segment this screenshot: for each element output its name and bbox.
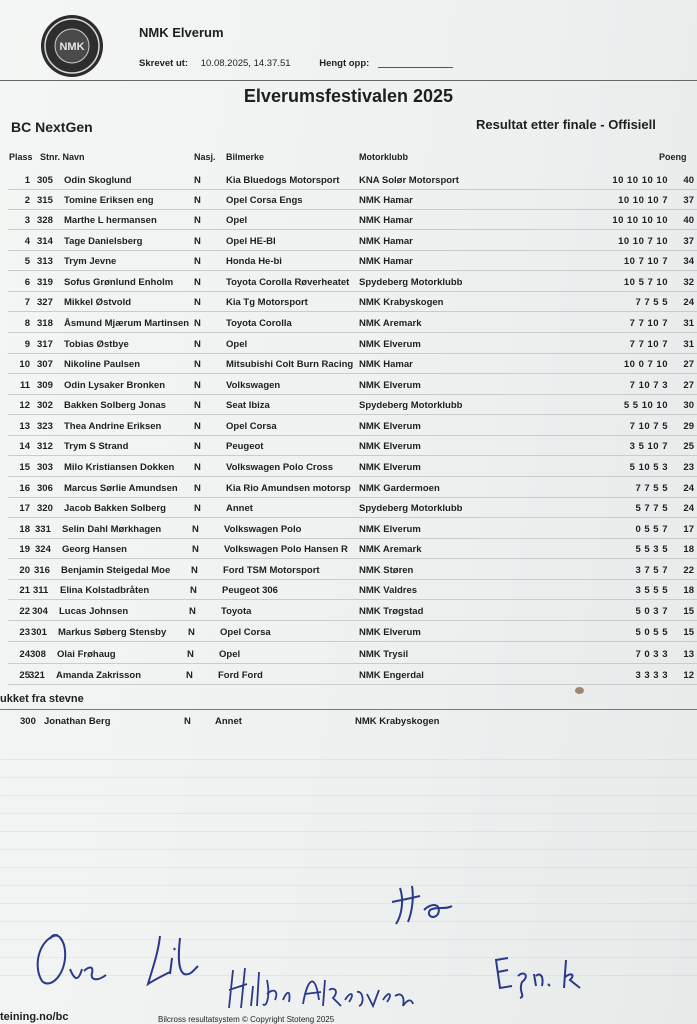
startnr-cell: 308	[30, 649, 46, 660]
car-cell: Opel Corsa	[226, 421, 277, 432]
col-points: Poeng	[659, 152, 687, 162]
car-cell: Volkswagen	[226, 380, 281, 391]
place-cell: 13	[19, 421, 30, 432]
table-row	[0, 274, 697, 292]
table-row	[0, 212, 697, 230]
table-row	[0, 521, 697, 539]
nation-cell: N	[194, 277, 201, 288]
startnr-cell: 320	[37, 503, 53, 514]
startnr-cell: 316	[34, 565, 50, 576]
heat-points-cell: 10 10 10 10	[612, 215, 668, 226]
total-points-cell: 25	[683, 441, 694, 452]
driver-name-cell: Åsmund Mjærum Martinsen	[64, 318, 190, 329]
place-cell: 2	[24, 195, 30, 206]
place-cell: 5	[24, 256, 30, 267]
nation-cell: N	[186, 670, 193, 681]
heat-points-cell: 3 5 5 5	[635, 585, 668, 596]
table-row	[0, 459, 697, 477]
heat-points-cell: 3 3 3 3	[635, 670, 668, 681]
nation-cell: N	[194, 236, 201, 247]
club-cell: NMK Elverum	[359, 421, 421, 432]
nation-cell: N	[194, 195, 201, 206]
club-cell: NMK Valdres	[359, 585, 418, 596]
startnr-cell: 328	[37, 215, 53, 226]
driver-name-cell: Tomine Eriksen eng	[64, 195, 154, 206]
club-cell: NMK Engerdal	[359, 670, 424, 681]
withdrawn-divider	[0, 709, 697, 710]
table-row	[0, 233, 697, 251]
row-divider	[8, 599, 697, 600]
table-row	[0, 336, 697, 354]
signature-egn	[490, 950, 590, 1000]
total-points-cell: 40	[683, 215, 694, 226]
header-divider	[0, 80, 697, 81]
startnr-cell: 306	[37, 483, 53, 494]
row-divider	[8, 579, 697, 580]
table-row	[0, 356, 697, 374]
club-name: NMK Elverum	[139, 25, 224, 40]
place-cell: 12	[19, 400, 30, 411]
table-row	[0, 562, 697, 580]
nation-cell: N	[194, 483, 201, 494]
heat-points-cell: 7 0 3 3	[635, 649, 668, 660]
total-points-cell: 15	[683, 606, 694, 617]
startnr-cell: 318	[37, 318, 53, 329]
row-divider	[8, 641, 697, 642]
club-cell: NMK Trysil	[359, 649, 409, 660]
row-divider	[8, 229, 697, 230]
total-points-cell: 29	[683, 421, 694, 432]
club-cell: NMK Elverum	[359, 627, 421, 638]
car-cell: Annet	[226, 503, 253, 514]
total-points-cell: 24	[683, 503, 694, 514]
nation-cell: N	[194, 318, 201, 329]
row-divider	[8, 497, 697, 498]
withdrawn-club: NMK Krabyskogen	[355, 716, 440, 727]
club-cell: NMK Hamar	[359, 236, 413, 247]
startnr-cell: 305	[37, 175, 53, 186]
table-row	[0, 418, 697, 436]
place-cell: 10	[19, 359, 30, 370]
place-cell: 20	[19, 565, 30, 576]
row-divider	[8, 455, 697, 456]
total-points-cell: 32	[683, 277, 694, 288]
place-cell: 8	[24, 318, 30, 329]
place-cell: 4	[24, 236, 30, 247]
club-cell: NMK Elverum	[359, 462, 421, 473]
nation-cell: N	[188, 627, 195, 638]
nation-cell: N	[194, 441, 201, 452]
written-value: 10.08.2025, 14.37.51	[200, 58, 291, 69]
row-divider	[8, 270, 697, 271]
club-cell: NMK Elverum	[359, 380, 421, 391]
driver-name-cell: Odin Skoglund	[64, 175, 132, 186]
club-cell: NMK Aremark	[359, 318, 422, 329]
total-points-cell: 37	[683, 195, 694, 206]
total-points-cell: 27	[683, 380, 694, 391]
heat-points-cell: 10 7 10 7	[623, 256, 668, 267]
nation-cell: N	[194, 175, 201, 186]
club-cell: KNA Solør Motorsport	[359, 175, 459, 186]
car-cell: Toyota Corolla Røverheatet	[226, 277, 350, 288]
total-points-cell: 31	[683, 318, 694, 329]
total-points-cell: 13	[683, 649, 694, 660]
table-row	[0, 624, 697, 642]
table-row	[0, 646, 697, 664]
club-cell: NMK Hamar	[359, 359, 413, 370]
row-divider	[8, 414, 697, 415]
nation-cell: N	[194, 421, 201, 432]
total-points-cell: 18	[683, 544, 694, 555]
heat-points-cell: 10 10 10 10	[612, 175, 668, 186]
place-cell: 1	[24, 175, 30, 186]
club-cell: NMK Hamar	[359, 215, 413, 226]
car-cell: Opel	[226, 215, 248, 226]
club-cell: NMK Hamar	[359, 256, 413, 267]
heat-points-cell: 5 0 5 5	[635, 627, 668, 638]
startnr-cell: 317	[37, 339, 53, 350]
club-cell: NMK Elverum	[359, 339, 421, 350]
total-points-cell: 24	[683, 483, 694, 494]
club-cell: NMK Gardermoen	[359, 483, 440, 494]
club-cell: NMK Trøgstad	[359, 606, 424, 617]
car-cell: Kia Tg Motorsport	[226, 297, 308, 308]
table-row	[0, 294, 697, 312]
heat-points-cell: 7 7 10 7	[629, 339, 668, 350]
footer-system: Bilcross resultatsystem © Copyright Stoteng 2025	[158, 1015, 335, 1024]
nation-cell: N	[194, 339, 201, 350]
heat-points-cell: 7 7 5 5	[635, 297, 668, 308]
heat-points-cell: 3 5 10 7	[629, 441, 668, 452]
written-label: Skrevet ut:	[139, 58, 189, 69]
driver-name-cell: Tage Danielsberg	[64, 236, 143, 247]
driver-name-cell: Jacob Bakken Solberg	[64, 503, 166, 514]
driver-name-cell: Benjamin Steigedal Moe	[61, 565, 171, 576]
car-cell: Toyota Corolla	[226, 318, 292, 329]
row-divider	[8, 476, 697, 477]
heat-points-cell: 5 5 3 5	[635, 544, 668, 555]
total-points-cell: 34	[683, 256, 694, 267]
nation-cell: N	[191, 565, 198, 576]
heat-points-cell: 5 5 10 10	[623, 400, 668, 411]
driver-name-cell: Selin Dahl Mørkhagen	[62, 524, 162, 535]
heat-points-cell: 5 7 7 5	[635, 503, 668, 514]
place-cell: 3	[24, 215, 30, 226]
table-row	[0, 500, 697, 518]
row-divider	[8, 538, 697, 539]
heat-points-cell: 7 7 5 5	[635, 483, 668, 494]
nation-cell: N	[194, 380, 201, 391]
place-cell: 23	[19, 627, 30, 638]
car-cell: Volkswagen Polo Cross	[226, 462, 333, 473]
driver-name-cell: Trym S Strand	[64, 441, 129, 452]
club-cell: NMK Elverum	[359, 524, 421, 535]
startnr-cell: 303	[37, 462, 53, 473]
driver-name-cell: Mikkel Østvold	[64, 297, 132, 308]
table-row	[0, 438, 697, 456]
row-divider	[8, 684, 697, 685]
car-cell: Volkswagen Polo Hansen R	[224, 544, 348, 555]
nation-cell: N	[189, 606, 196, 617]
row-divider	[8, 373, 697, 374]
heat-points-cell: 10 0 7 10	[623, 359, 668, 370]
total-points-cell: 24	[683, 297, 694, 308]
car-cell: Opel Corsa	[220, 627, 271, 638]
driver-name-cell: Lucas Johnsen	[59, 606, 129, 617]
driver-name-cell: Odin Lysaker Bronken	[64, 380, 166, 391]
driver-name-cell: Elina Kolstadbråten	[60, 585, 150, 596]
table-row	[0, 480, 697, 498]
table-row	[0, 667, 697, 685]
driver-name-cell: Thea Andrine Eriksen	[64, 421, 162, 432]
car-cell: Ford TSM Motorsport	[223, 565, 320, 576]
startnr-cell: 321	[29, 670, 45, 681]
driver-name-cell: Olai Frøhaug	[57, 649, 116, 660]
total-points-cell: 27	[683, 359, 694, 370]
table-row	[0, 397, 697, 415]
coffee-stain	[575, 687, 584, 694]
startnr-cell: 319	[37, 277, 53, 288]
club-cell: NMK Krabyskogen	[359, 297, 444, 308]
startnr-cell: 312	[37, 441, 53, 452]
svg-text:NMK: NMK	[59, 41, 85, 53]
place-cell: 15	[19, 462, 30, 473]
result-title: Resultat etter finale - Offisiell	[476, 117, 656, 132]
row-divider	[8, 291, 697, 292]
heat-points-cell: 5 0 3 7	[635, 606, 668, 617]
car-cell: Toyota	[221, 606, 252, 617]
place-cell: 11	[19, 380, 30, 391]
heat-points-cell: 10 10 10 7	[618, 195, 668, 206]
startnr-cell: 309	[37, 380, 53, 391]
nation-cell: N	[194, 503, 201, 514]
place-cell: 9	[24, 339, 30, 350]
withdrawn-nation: N	[184, 716, 191, 727]
col-startnr-name: Stnr. Navn	[40, 152, 85, 162]
club-cell: Spydeberg Motorklubb	[359, 503, 463, 514]
nation-cell: N	[194, 297, 201, 308]
row-divider	[8, 353, 697, 354]
place-cell: 14	[19, 441, 30, 452]
table-row	[0, 603, 697, 621]
startnr-cell: 301	[31, 627, 47, 638]
row-divider	[8, 311, 697, 312]
total-points-cell: 18	[683, 585, 694, 596]
place-cell: 16	[19, 483, 30, 494]
total-points-cell: 40	[683, 175, 694, 186]
car-cell: Opel	[226, 339, 248, 350]
car-cell: Peugeot 306	[222, 585, 278, 596]
driver-name-cell: Milo Kristiansen Dokken	[64, 462, 175, 473]
row-divider	[8, 663, 697, 664]
car-cell: Opel Corsa Engs	[226, 195, 303, 206]
row-divider	[8, 517, 697, 518]
club-cell: Spydeberg Motorklubb	[359, 400, 463, 411]
withdrawn-title: ukket fra stevne	[0, 693, 84, 705]
signature-ove	[30, 925, 110, 995]
hung-line	[378, 67, 453, 68]
nation-cell: N	[194, 215, 201, 226]
row-divider	[8, 332, 697, 333]
startnr-cell: 302	[37, 400, 53, 411]
place-cell: 21	[19, 585, 30, 596]
club-cell: Spydeberg Motorklubb	[359, 277, 463, 288]
car-cell: Opel HE-BI	[226, 236, 276, 247]
table-row	[0, 582, 697, 600]
total-points-cell: 23	[683, 462, 694, 473]
startnr-cell: 307	[37, 359, 53, 370]
nation-cell: N	[194, 400, 201, 411]
col-car: Bilmerke	[226, 152, 265, 162]
heat-points-cell: 0 5 5 7	[635, 524, 668, 535]
driver-name-cell: Bakken Solberg Jonas	[64, 400, 166, 411]
withdrawn-nr: 300	[20, 716, 36, 727]
heat-points-cell: 7 10 7 5	[629, 421, 668, 432]
total-points-cell: 15	[683, 627, 694, 638]
driver-name-cell: Amanda Zakrisson	[56, 670, 141, 681]
signature-lil	[140, 930, 200, 990]
startnr-cell: 331	[35, 524, 51, 535]
car-cell: Kia Rio Amundsen motorsp	[226, 483, 351, 494]
total-points-cell: 17	[683, 524, 694, 535]
withdrawn-car: Annet	[215, 716, 242, 727]
row-divider	[8, 250, 697, 251]
print-info	[139, 58, 453, 69]
event-title: Elverumsfestivalen 2025	[243, 86, 454, 106]
car-cell: Mitsubishi Colt Burn Racing	[226, 359, 354, 370]
place-cell: 18	[19, 524, 30, 535]
nation-cell: N	[194, 359, 201, 370]
nation-cell: N	[194, 462, 201, 473]
footer-website: teining.no/bc	[0, 1011, 69, 1023]
total-points-cell: 37	[683, 236, 694, 247]
row-divider	[8, 394, 697, 395]
nmk-logo	[41, 15, 103, 77]
driver-name-cell: Marthe L hermansen	[64, 215, 157, 226]
total-points-cell: 22	[683, 565, 694, 576]
table-row	[0, 315, 697, 333]
table-row	[0, 377, 697, 395]
startnr-cell: 311	[33, 585, 49, 596]
nation-cell: N	[194, 256, 201, 267]
club-cell: NMK Aremark	[359, 544, 422, 555]
col-club: Motorklubb	[359, 152, 408, 162]
heat-points-cell: 7 7 10 7	[629, 318, 668, 329]
total-points-cell: 30	[683, 400, 694, 411]
signature-hilde	[225, 960, 415, 1015]
col-nation: Nasj.	[194, 152, 216, 162]
heat-points-cell: 10 5 7 10	[623, 277, 668, 288]
driver-name-cell: Trym Jevne	[64, 256, 117, 267]
driver-name-cell: Sofus Grønlund Enholm	[64, 277, 174, 288]
hung-label: Hengt opp:	[319, 58, 370, 69]
club-cell: NMK Støren	[359, 565, 414, 576]
car-cell: Ford Ford	[218, 670, 263, 681]
total-points-cell: 31	[683, 339, 694, 350]
car-cell: Honda He-bi	[226, 256, 282, 267]
place-cell: 7	[24, 297, 30, 308]
startnr-cell: 314	[37, 236, 53, 247]
table-row	[0, 192, 697, 210]
table-row	[0, 172, 697, 190]
startnr-cell: 327	[37, 297, 53, 308]
club-cell: NMK Hamar	[359, 195, 413, 206]
startnr-cell: 304	[32, 606, 48, 617]
nation-cell: N	[190, 585, 197, 596]
place-cell: 22	[19, 606, 30, 617]
car-cell: Peugeot	[226, 441, 264, 452]
row-divider	[8, 189, 697, 190]
place-cell: 25	[19, 670, 30, 681]
row-divider	[8, 620, 697, 621]
car-cell: Kia Bluedogs Motorsport	[226, 175, 340, 186]
table-row	[0, 541, 697, 559]
place-cell: 24	[19, 649, 30, 660]
driver-name-cell: Tobias Østbye	[64, 339, 129, 350]
driver-name-cell: Nikoline Paulsen	[64, 359, 141, 370]
startnr-cell: 324	[35, 544, 51, 555]
startnr-cell: 313	[37, 256, 53, 267]
heat-points-cell: 10 10 7 10	[618, 236, 668, 247]
club-cell: NMK Elverum	[359, 441, 421, 452]
nation-cell: N	[187, 649, 194, 660]
withdrawn-name: Jonathan Berg	[44, 716, 111, 727]
row-divider	[8, 558, 697, 559]
startnr-cell: 323	[37, 421, 53, 432]
signature-ha	[390, 880, 460, 930]
heat-points-cell: 3 7 5 7	[635, 565, 668, 576]
driver-name-cell: Marcus Sørlie Amundsen	[64, 483, 178, 494]
car-cell: Opel	[219, 649, 241, 660]
row-divider	[8, 435, 697, 436]
total-points-cell: 12	[683, 670, 694, 681]
heat-points-cell: 5 10 5 3	[629, 462, 668, 473]
table-row	[0, 253, 697, 271]
place-cell: 19	[19, 544, 30, 555]
place-cell: 17	[19, 503, 30, 514]
nation-cell: N	[192, 524, 199, 535]
startnr-cell: 315	[37, 195, 53, 206]
row-divider	[8, 209, 697, 210]
driver-name-cell: Georg Hansen	[62, 544, 127, 555]
heat-points-cell: 7 10 7 3	[629, 380, 668, 391]
nation-cell: N	[192, 544, 199, 555]
car-cell: Seat Ibiza	[226, 400, 270, 411]
class-name: BC NextGen	[11, 119, 93, 135]
place-cell: 6	[24, 277, 30, 288]
driver-name-cell: Markus Søberg Stensby	[58, 627, 167, 638]
col-place: Plass	[9, 152, 33, 162]
car-cell: Volkswagen Polo	[224, 524, 302, 535]
